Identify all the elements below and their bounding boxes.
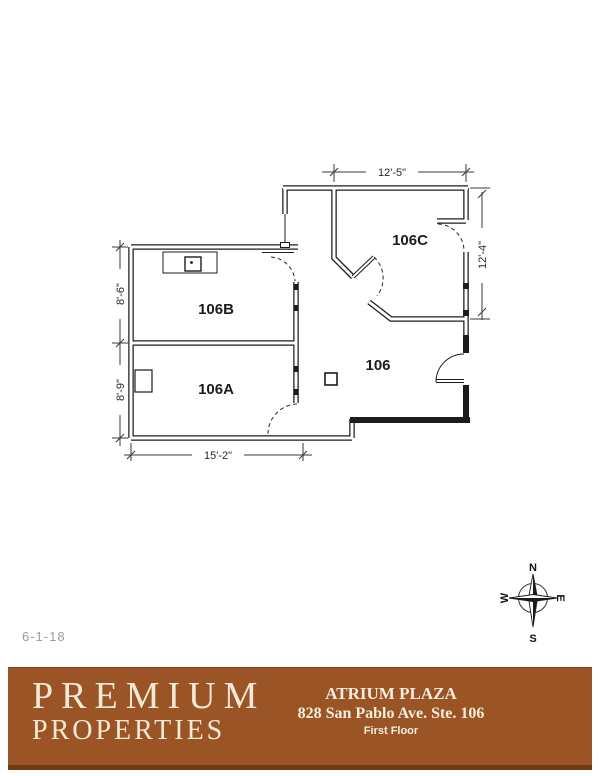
counter-fixture — [163, 252, 217, 273]
dimension-right-label: 12'-4" — [477, 240, 489, 270]
solid-wall-segments — [294, 283, 471, 423]
dimension-bottom — [124, 443, 312, 462]
dimension-left-upper — [112, 240, 128, 446]
dimension-top-label: 12'-5" — [377, 167, 407, 179]
building-name: ATRIUM PLAZA — [325, 684, 457, 703]
compass-rose — [499, 562, 566, 645]
dimension-left-lower-label: 8'-9" — [115, 379, 127, 401]
room-label-106c: 106C — [392, 232, 428, 249]
walls — [131, 188, 470, 438]
corridor-fixture — [325, 373, 337, 385]
site-info — [271, 684, 511, 739]
date-label: 6-1-18 — [22, 629, 66, 644]
compass-east-label: E — [554, 594, 566, 602]
compass-south-label: S — [529, 633, 537, 645]
compass-north-label: N — [529, 562, 537, 574]
compass-west-label: W — [499, 592, 511, 604]
room-label-106b: 106B — [198, 301, 234, 318]
footer-banner — [8, 667, 592, 770]
dimension-top — [322, 164, 474, 182]
room-label-106: 106 — [365, 357, 391, 374]
brand-name-line1: PREMIUM — [32, 675, 266, 717]
brand-logo — [32, 676, 265, 746]
building-address: 828 San Pablo Ave. Ste. 106 — [297, 705, 485, 722]
compass-needle-horizontal-fill — [509, 598, 557, 602]
dimension-right — [470, 188, 490, 320]
floor-label: First Floor — [363, 725, 419, 737]
wall-notch — [135, 370, 152, 392]
brand-name-line2: PROPERTIES — [32, 715, 226, 746]
dimension-bottom-label: 15'-2" — [203, 450, 233, 462]
dimension-left-upper-label: 8'-6" — [115, 283, 127, 305]
room-label-106a: 106A — [198, 381, 234, 398]
